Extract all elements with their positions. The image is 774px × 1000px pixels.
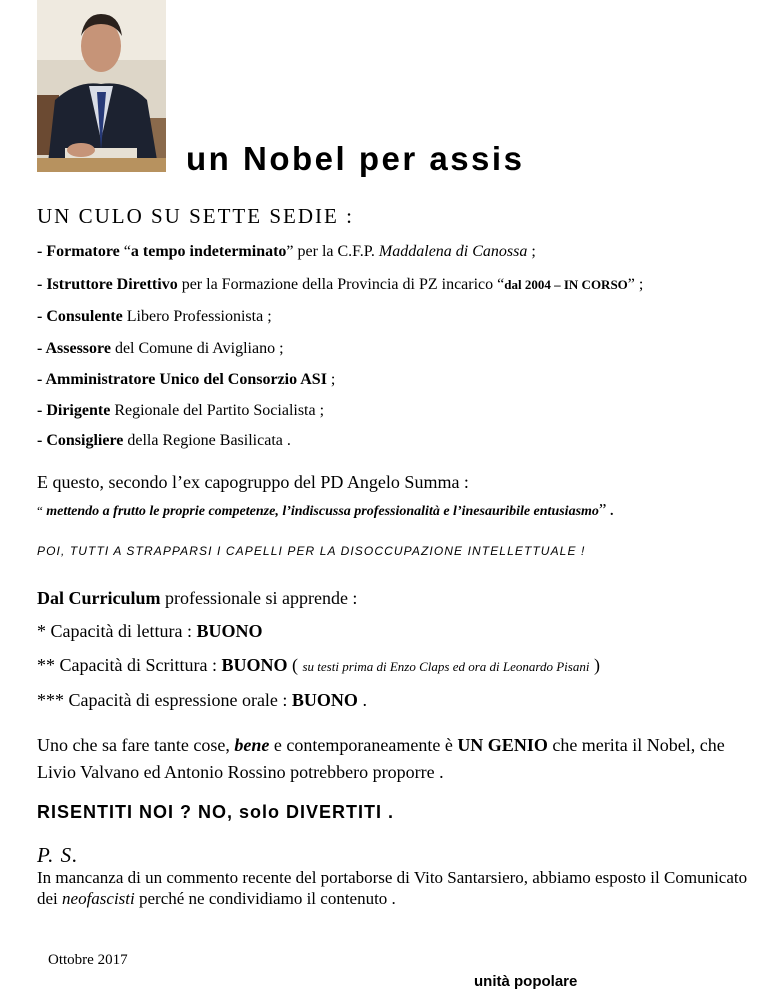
quote-text: “ mettendo a frutto le proprie competenze, l’indiscussa professionalità e l’inesauribile entusiasmo” . [37,500,614,519]
offended-line: RISENTITI NOI ? NO, solo DIVERTITI . [37,802,395,822]
shout-line: POI, TUTTI A STRAPPARSI I CAPELLI PER LA DISOCCUPAZIONE INTELLETTUALE ! [37,544,586,558]
portrait-photo [37,0,166,172]
role-item: - Assessore del Comune di Avigliano ; [37,340,284,357]
curriculum-heading: Dal Curriculum professionale si apprende : [37,588,358,608]
page-title: un Nobel per assis [186,140,525,177]
role-item: - Amministratore Unico del Consorzio ASI ; [37,371,336,388]
ps-label: P. S. [37,843,79,867]
cv-speaking: *** Capacità di espressione orale : BUONO . [37,690,367,710]
subtitle: UN CULO SU SETTE SEDIE : [37,204,354,228]
role-item: - Consigliere della Regione Basilicata . [37,432,291,449]
role-item: - Dirigente Regionale del Partito Socialista ; [37,402,325,419]
signature: unità popolare [474,973,578,990]
ps-body: In mancanza di un commento recente del portaborse di Vito Santarsiero, abbiamo esposto il Comunicato dei neofascisti perché ne condividiamo il contenuto . [37,868,748,908]
cv-writing: ** Capacità di Scrittura : BUONO ( su testi prima di Enzo Claps ed ora di Leonardo Pisani ) [37,655,600,675]
role-item: - Istruttore Direttivo per la Formazione della Provincia di PZ incarico “dal 2004 – IN CORSO” ; [37,276,644,293]
cv-reading: * Capacità di lettura : BUONO [37,621,263,641]
genius-paragraph: Uno che sa fare tante cose, bene e contemporaneamente è UN GENIO che merita il Nobel, che Livio Valvano ed Antonio Rossino potrebbero proporre . [37,735,725,782]
intro-text: E questo, secondo l’ex capogruppo del PD Angelo Summa : [37,472,469,492]
portrait-image [37,0,166,172]
date-text: Ottobre 2017 [48,952,128,968]
role-item: - Formatore “a tempo indeterminato” per la C.F.P. Maddalena di Canossa ; [37,243,536,260]
role-item: - Consulente Libero Professionista ; [37,308,272,325]
